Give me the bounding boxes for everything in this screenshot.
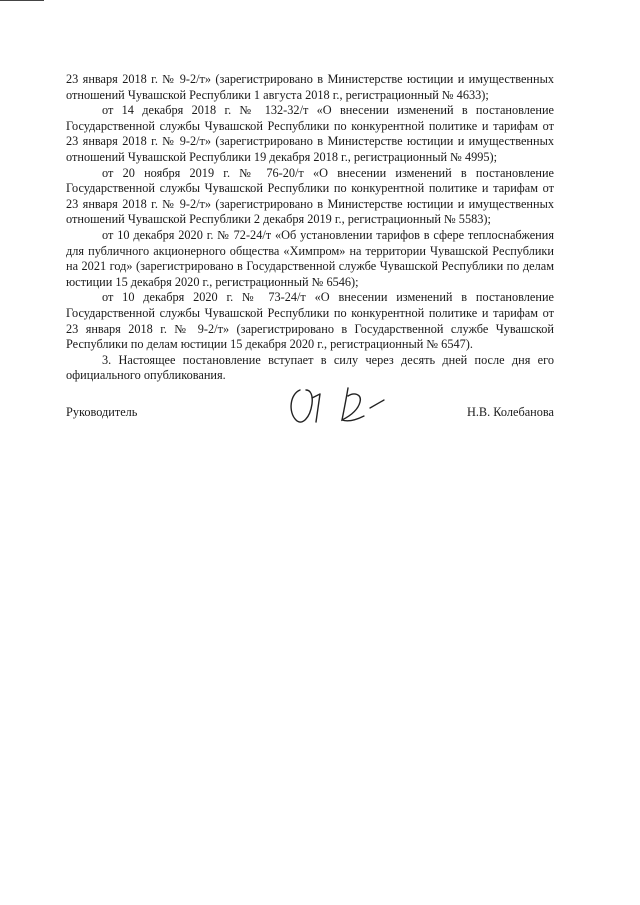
signature-block bbox=[66, 405, 554, 425]
paragraph: 23 января 2018 г. № 9-2/т» (зарегистрировано в Министерстве юстиции и имущественных отношений Чувашской Республики 1 августа 2018 г., регистрационный № 4633); bbox=[66, 72, 554, 102]
paragraph: от 10 декабря 2020 г. № 73-24/т «О внесении изменений в постановление Государственной службы Чувашской Республики по конкурентной политике и тарифам от 23 января 2018 г. № 9-2/т» (зарегистрировано в Государственной службе Чувашской Республики по делам юстиции 15 декабря 2020 г., регистрационный № 6547). bbox=[66, 290, 554, 352]
signer-name: Н.В. Колебанова bbox=[466, 405, 554, 419]
signer-title: Руководитель bbox=[66, 405, 138, 419]
paragraph: от 10 декабря 2020 г. № 72-24/т «Об установлении тарифов в сфере теплоснабжения для публичного акционерного общества «Химпром» на территории Чувашской Республики на 2021 год» (зарегистрировано в Государственной службе Чувашской Республики по делам юстиции 15 декабря 2020 г., регистрационный № 6546); bbox=[66, 227, 554, 289]
paragraph: от 20 ноября 2019 г. № 76-20/т «О внесении изменений в постановление Государственной службы Чувашской Республики по конкурентной политике и тарифам от 23 января 2018 г. № 9-2/т» (зарегистрировано в Министерстве юстиции и имущественных отношений Чувашской Республики 2 декабря 2019 г., регистрационный № 5583); bbox=[66, 165, 554, 227]
document-body bbox=[66, 72, 554, 384]
paragraph: 3. Настоящее постановление вступает в силу через десять дней после дня его официального опубликования. bbox=[66, 352, 554, 383]
scan-edge-line bbox=[0, 0, 44, 1]
paragraph: от 14 декабря 2018 г. № 132-32/т «О внесении изменений в постановление Государственной службы Чувашской Республики по конкурентной политике и тарифам от 23 января 2018 г. № 9-2/т» (зарегистрировано в Министерстве юстиции и имущественных отношений Чувашской Республики 19 декабря 2018 г., регистрационный № 4995); bbox=[66, 103, 554, 164]
